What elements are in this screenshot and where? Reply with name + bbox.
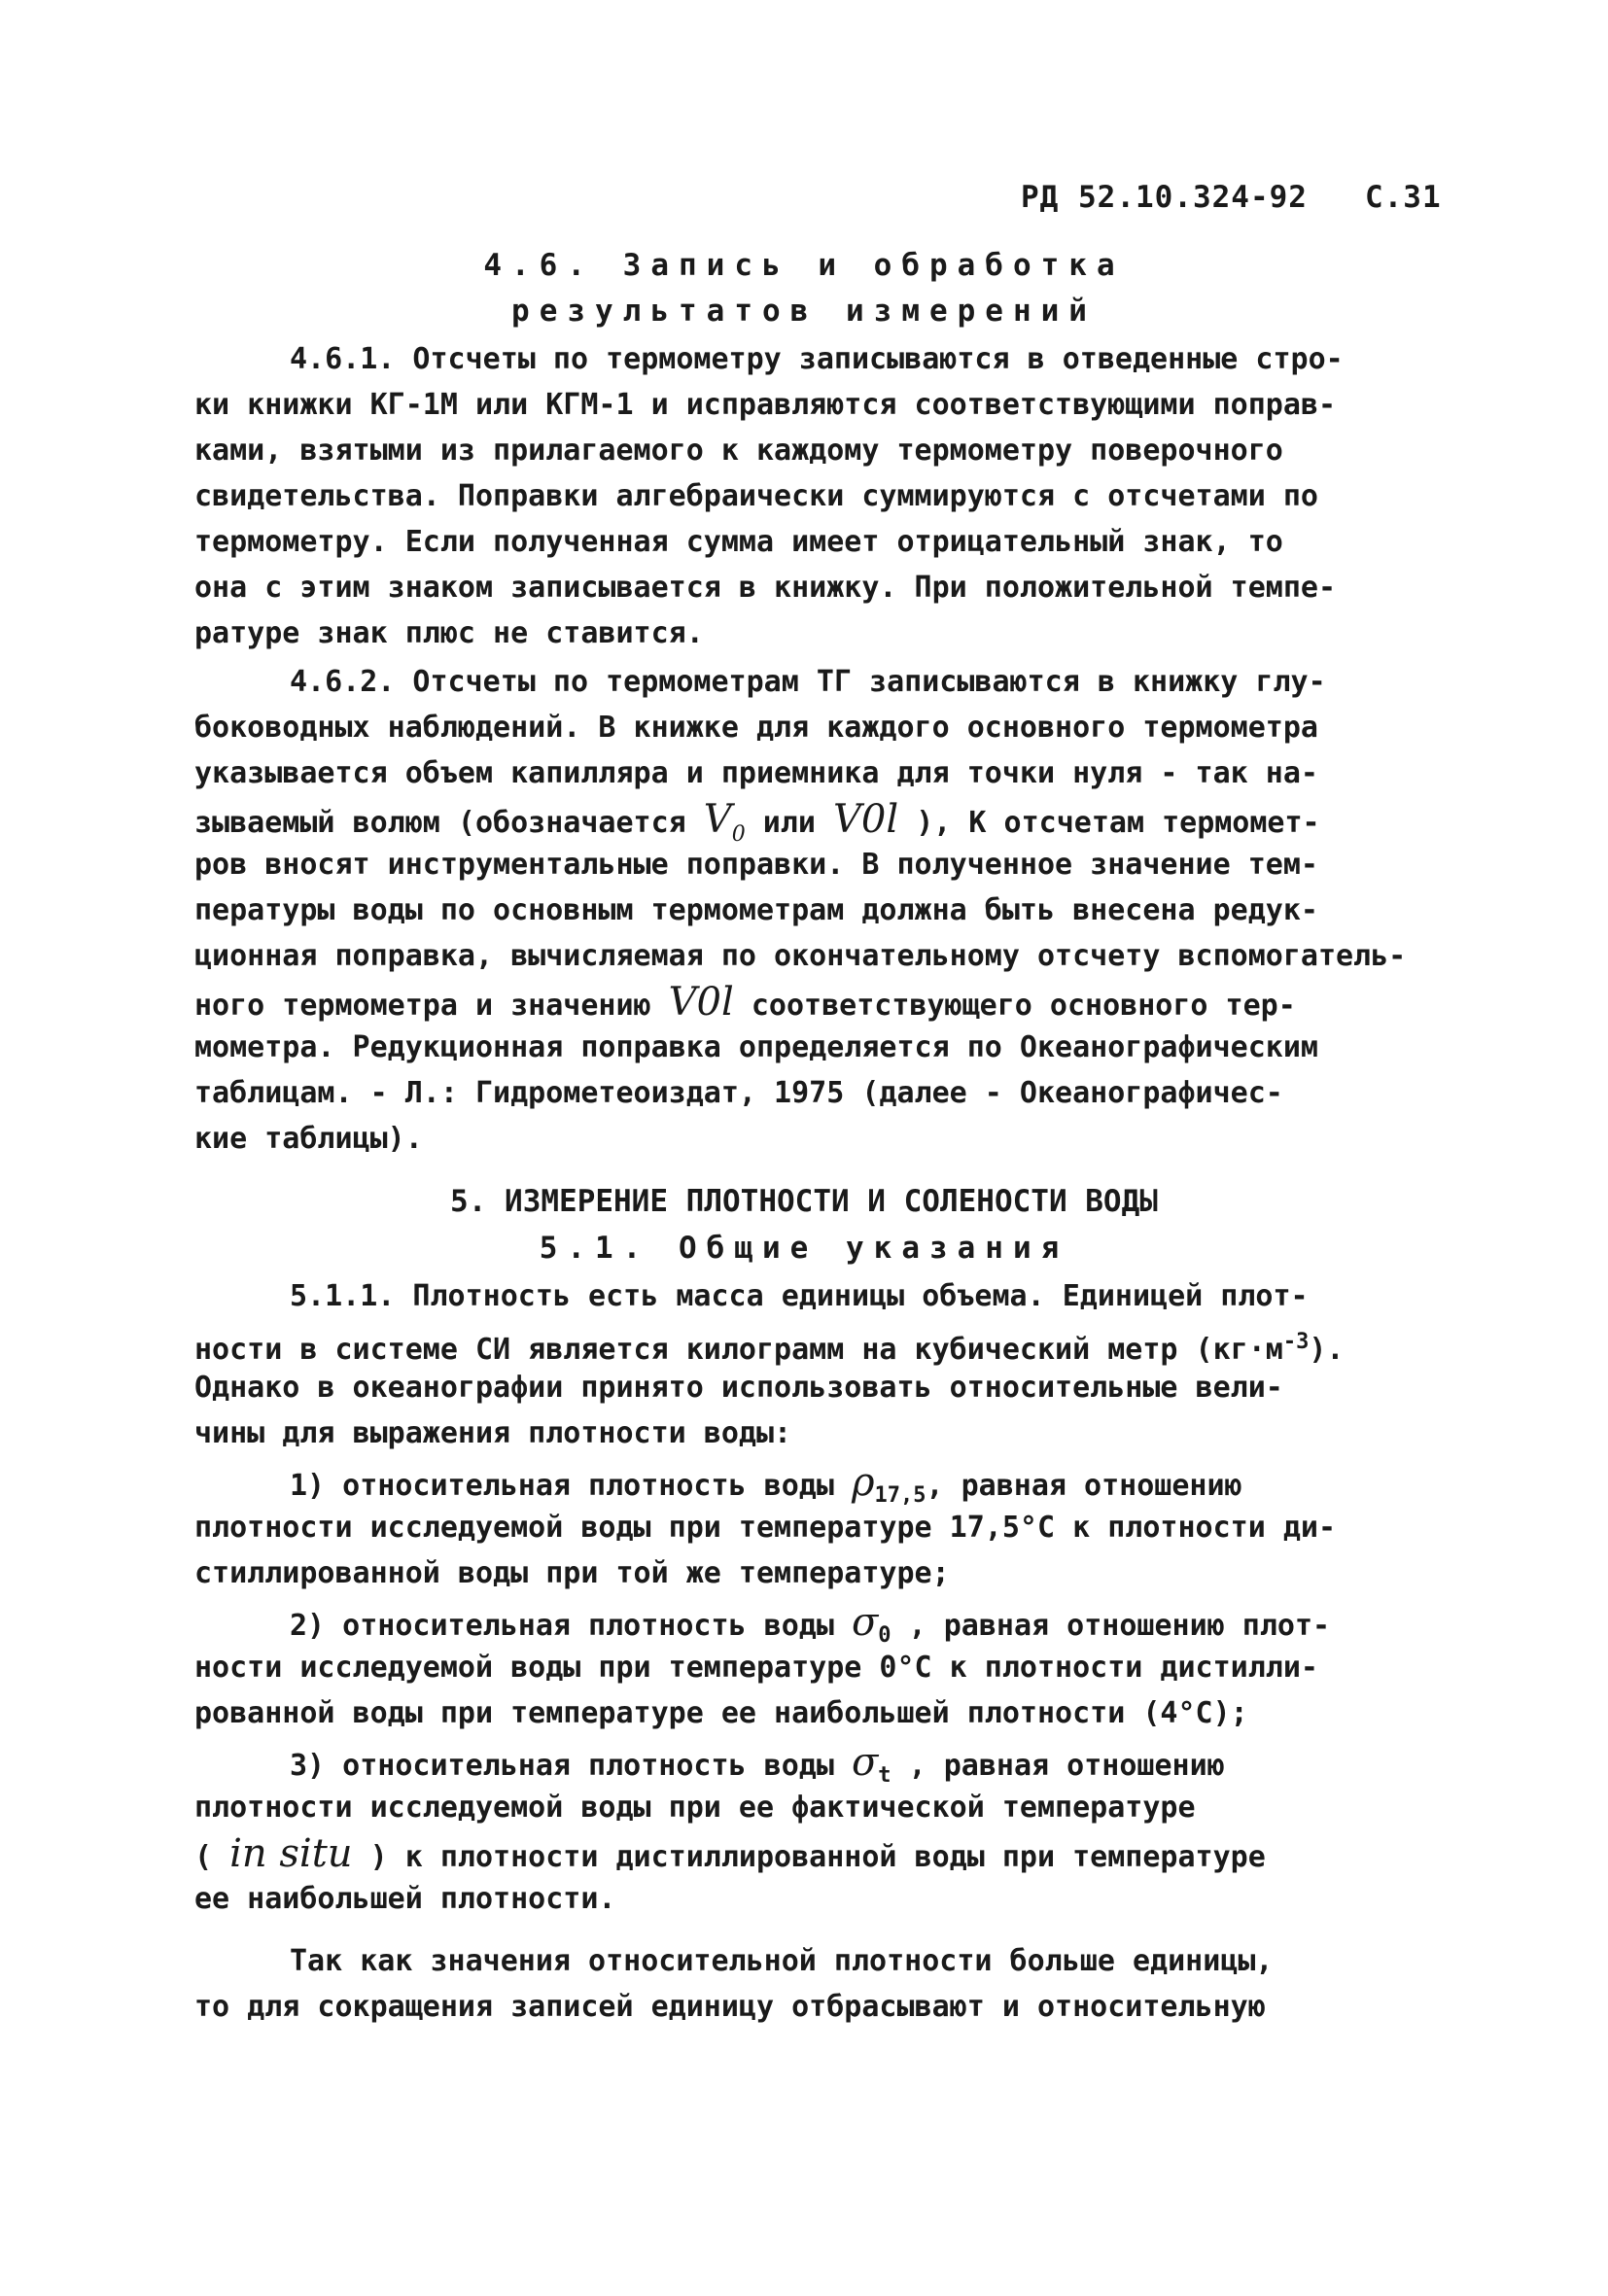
paragraph-4-6-1-line: термометру. Если полученная сумма имеет отрицательный знак, то <box>194 525 1283 559</box>
paragraph-4-6-1-line: 4.6.1. Отсчеты по термометру записываются в отведенные стро- <box>290 342 1344 376</box>
paragraph-4-6-1-line: ки книжки КГ-1М или КГМ-1 и исправляются соответствующими поправ- <box>194 388 1336 422</box>
text-span: зываемый волюм (обозначается <box>194 806 686 840</box>
list-item-1-line: стиллированной воды при той же температуре; <box>194 1556 950 1590</box>
paragraph-4-6-1-line: она с этим знаком записывается в книжку. При положительной темпе- <box>194 571 1336 605</box>
paragraph-4-6-2-line: 4.6.2. Отсчеты по термометрам ТГ записываются в книжку глу- <box>290 665 1326 699</box>
list-item-3-line <box>290 1740 1225 1793</box>
in-situ-term: in situ <box>229 1831 353 1876</box>
paragraph-4-6-2-line: боководных наблюдений. В книжке для каждого основного термометра <box>194 711 1318 745</box>
paragraph-4-6-1-line: ками, взятыми из прилагаемого к каждому термометру поверочного <box>194 434 1283 468</box>
volume-symbol-vol: V0l <box>833 797 899 842</box>
paragraph-5-1-1-line <box>194 1325 1344 1368</box>
section-subtitle-5-1: 5.1. Общие указания <box>539 1231 1069 1266</box>
text-span: соответствующего основного тер- <box>751 989 1296 1023</box>
text-span: или <box>762 806 816 840</box>
text-span: 2) относительная плотность воды <box>290 1609 834 1643</box>
paragraph-5-1-1-line: 5.1.1. Плотность есть масса единицы объема. Единицей плот- <box>290 1279 1309 1313</box>
sigma-symbol: σ <box>851 1600 879 1645</box>
list-item-3-line: ее наибольшей плотности. <box>194 1882 616 1916</box>
subscript: 0 <box>878 1623 891 1648</box>
paragraph-line: Так как значения относительной плотности больше единицы, <box>290 1944 1274 1978</box>
list-item-2-line: рованной воды при температуре ее наибольшей плотности (4°С); <box>194 1696 1248 1730</box>
paragraph-4-6-2-line: ров вносят инструментальные поправки. В полученное значение тем- <box>194 848 1318 882</box>
paragraph-4-6-2-line: указывается объем капилляра и приемника для точки нуля - так на- <box>194 756 1318 790</box>
paragraph-4-6-2-line: таблицам. - Л.: Гидрометеоиздат, 1975 (далее - Океанографичес- <box>194 1076 1283 1110</box>
text-span: ( <box>194 1840 213 1874</box>
page-number: С.31 <box>1364 180 1442 215</box>
text-span: 3) относительная плотность воды <box>290 1749 834 1783</box>
paragraph-4-6-2-line <box>194 797 1320 852</box>
paragraph-5-1-1-line: Однако в океанографии принято использовать относительные вели- <box>194 1371 1283 1405</box>
superscript: -3 <box>1282 1330 1310 1354</box>
text-span: ) к плотности дистиллированной воды при температуре <box>369 1840 1266 1874</box>
list-item-2-line <box>290 1600 1331 1653</box>
text-span: ), К отсчетам термомет- <box>916 806 1320 840</box>
volume-symbol: $V_0$ <box>703 797 746 847</box>
rho-symbol: ρ <box>851 1460 875 1505</box>
volume-symbol-vol: V0l <box>668 980 734 1025</box>
text-span: ). <box>1309 1333 1345 1367</box>
paragraph-4-6-1-line: свидетельства. Поправки алгебраически суммируются с отсчетами по <box>194 479 1318 513</box>
paragraph-5-1-1-line: чины для выражения плотности воды: <box>194 1416 792 1450</box>
page-header <box>1021 180 1442 215</box>
list-item-3-line <box>194 1831 1266 1876</box>
text-span: , равная отношению <box>908 1749 1225 1783</box>
paragraph-4-6-2-line: мометра. Редукционная поправка определяется по Океанографическим <box>194 1030 1318 1064</box>
paragraph-4-6-2-line: кие таблицы). <box>194 1122 423 1156</box>
paragraph-4-6-2-line: ционная поправка, вычисляемая по окончательному отсчету вспомогатель- <box>194 939 1407 973</box>
section-title-4-6-cont: результатов измерений <box>511 294 1097 329</box>
list-item-3-line: плотности исследуемой воды при ее фактической температуре <box>194 1791 1196 1825</box>
subscript: t <box>878 1763 891 1788</box>
paragraph-line: то для сокращения записей единицу отбрасывают и относительную <box>194 1990 1266 2024</box>
paragraph-4-6-2-line <box>194 980 1296 1025</box>
list-item-1-line: плотности исследуемой воды при температуре 17,5°С к плотности ди- <box>194 1511 1336 1545</box>
text-span: , равная отношению <box>926 1469 1242 1503</box>
section-title-4-6: 4.6. Запись и обработка <box>483 248 1125 283</box>
subscript: 17,5 <box>874 1483 926 1508</box>
section-title-5: 5. ИЗМЕРЕНИЕ ПЛОТНОСТИ И СОЛЕНОСТИ ВОДЫ <box>450 1184 1158 1219</box>
list-item-1-line <box>290 1460 1242 1513</box>
text-span: 1) относительная плотность воды <box>290 1469 834 1503</box>
text-span: ного термометра и значению <box>194 989 651 1023</box>
text-span: , равная отношению плот- <box>908 1609 1331 1643</box>
doc-number: РД 52.10.324-92 <box>1021 180 1308 215</box>
text-span: ности в системе СИ является килограмм на кубический метр (кг·м <box>194 1333 1283 1367</box>
list-item-2-line: ности исследуемой воды при температуре 0°С к плотности дистилли- <box>194 1651 1318 1685</box>
sigma-symbol: σ <box>851 1740 879 1785</box>
paragraph-4-6-2-line: пературы воды по основным термометрам должна быть внесена редук- <box>194 893 1318 927</box>
paragraph-4-6-1-line: ратуре знак плюс не ставится. <box>194 616 704 650</box>
